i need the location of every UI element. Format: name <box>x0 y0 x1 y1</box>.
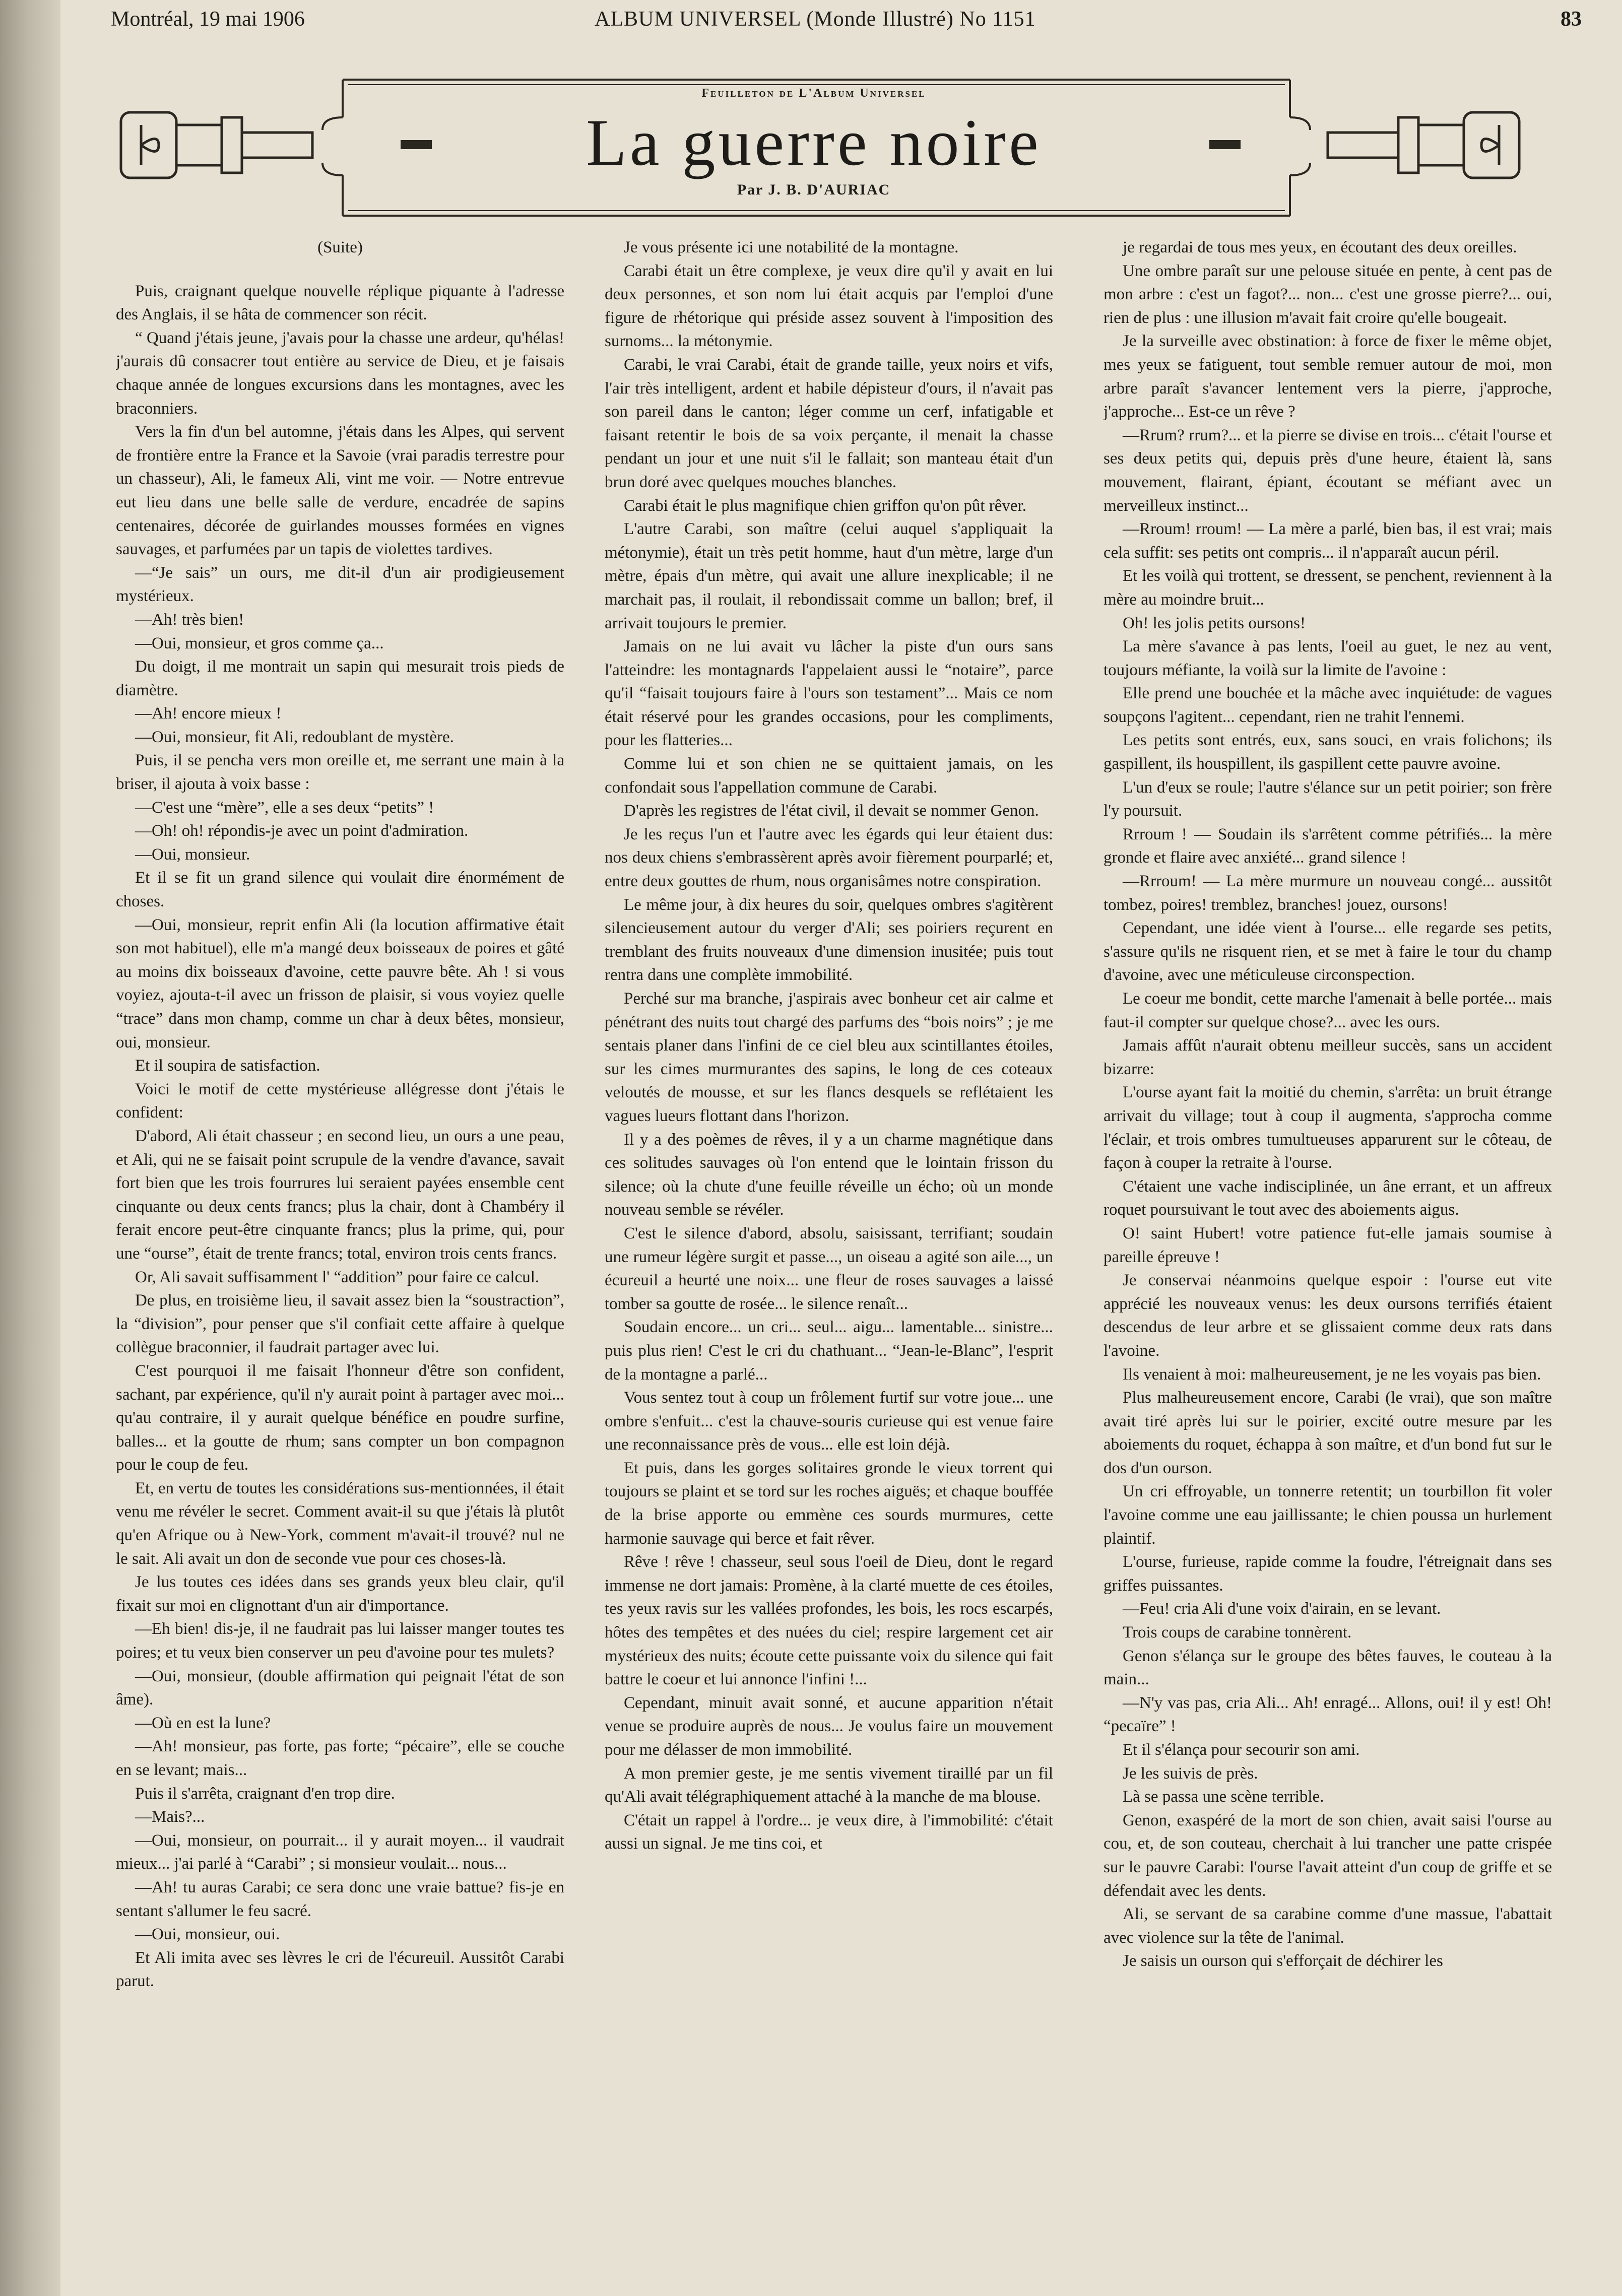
paragraph: Une ombre paraît sur une pelouse située en pente, à cent pas de mon arbre : c'est un fagot?... non... c'est une grosse pierre?... oui, rien de plus : une illusion m'avait fait croire qu'elle bougeait. <box>1104 261 1552 327</box>
paragraph: Et les voilà qui trottent, se dressent, se penchent, reviennent à la mère au moindre bruit... <box>1104 567 1552 609</box>
paragraph: —Rroum! rroum! — La mère a parlé, bien bas, il est vrai; mais cela suffit: ses petits ont compris... il n'apparaît aucun péril. <box>1104 520 1552 562</box>
paragraph: Je les suivis de près. <box>1123 1764 1258 1783</box>
paragraph: C'est le silence d'abord, absolu, saisissant, terrifiant; soudain une rumeur légère surgit et passe..., un oiseau a agité son aile..., un écureuil a heurté une noix... une fleur de roses sauvages a laissé tomber sa goutte de rosée... le silence renaît... <box>605 1224 1053 1313</box>
paragraph: Vers la fin d'un bel automne, j'étais dans les Alpes, qui servent de frontière entre la France et la Savoie (vrai paradis terrestre pour un chasseur), Ali, le fameux Ali, vint me voir. — Notre entrevue eut lieu dans une belle salle de verdure, encadrée de sapins centenaires, décorée de guirlandes mousses formées en vignes sauvages, et parfumées par un tapis de violettes tardives. <box>116 423 564 559</box>
paragraph: Je saisis un ourson qui s'efforçait de déchirer les <box>1123 1952 1443 1971</box>
paragraph: —Feu! cria Ali d'une voix d'airain, en se levant. <box>1123 1600 1441 1618</box>
paragraph: La mère s'avance à pas lents, l'oeil au guet, le nez au vent, toujours méfiante, la voilà sur la limite de l'avoine : <box>1104 637 1552 679</box>
paragraph: Oh! les jolis petits oursons! <box>1123 614 1306 632</box>
paragraph: Et il soupira de satisfaction. <box>135 1057 320 1075</box>
paragraph: Puis, il se pencha vers mon oreille et, me serrant une main à la briser, il ajouta à voix basse : <box>116 751 564 794</box>
column-1 <box>116 236 564 2281</box>
column-2 <box>605 236 1053 2281</box>
paragraph: C'était un rappel à l'ordre... je veux dire, à l'immobilité: c'était aussi un signal. Je me tins coi, et <box>605 1811 1053 1853</box>
paragraph: “ Quand j'étais jeune, j'avais pour la chasse une ardeur, qu'hélas! j'aurais dû consacrer tout entière au service de Dieu, et je faisais chaque année de longues excursions dans les montagnes, avec les braconniers. <box>116 329 564 418</box>
paragraph: Perché sur ma branche, j'aspirais avec bonheur cet air calme et pénétrant des nuits tout chargé des parfums des “bois noirs” ; je me sentais planer dans l'infini de ce ciel bleu aux scintillantes étoiles, sur les cimes murmurantes des sapins, le long de ces coteaux veloutés de mousse, et sur les flancs desquels se reflétaient les vagues lueurs flottant dans l'horizon. <box>605 990 1053 1125</box>
paragraph: Carabi était le plus magnifique chien griffon qu'on pût rêver. <box>624 496 1026 515</box>
paragraph: Le coeur me bondit, cette marche l'amenait à belle portée... mais faut-il compter sur quelque chose?... avec les ours. <box>1104 990 1552 1031</box>
paragraph: Et il se fit un grand silence qui voulait dire énormément de choses. <box>116 869 564 911</box>
paragraph: je regardai de tous mes yeux, en écoutant des deux oreilles. <box>1123 238 1517 256</box>
paragraph: Soudain encore... un cri... seul... aigu... lamentable... sinistre... puis plus rien! C'est le cri du chathuant... “Jean-le-Blanc”, l'esprit de la montagne a parlé... <box>605 1318 1053 1384</box>
paragraph: Ali, se servant de sa carabine comme d'une massue, l'abattait avec violence sur la tête de l'animal. <box>1104 1905 1552 1947</box>
paragraph: —Oui, monsieur, oui. <box>135 1925 280 1944</box>
feuilleton-label: Feuilleton de L'Album Universel <box>701 87 926 100</box>
paragraph: —Oui, monsieur, et gros comme ça... <box>135 634 384 652</box>
paragraph: Trois coups de carabine tonnèrent. <box>1123 1623 1352 1642</box>
paragraph: Du doigt, il me montrait un sapin qui mesurait trois pieds de diamètre. <box>116 658 564 699</box>
paragraph: Les petits sont entrés, eux, sans souci, en vrais folichons; ils gaspillent, ils houspillent, ils gaspillent cette pauvre avoine. <box>1104 731 1552 773</box>
paragraph: —Oui, monsieur, reprit enfin Ali (la locution affirmative était son mot habituel), elle m'a mangé deux boisseaux de poires et gâté au moins dix boisseaux d'avoine, cette pauvre bête. Ah ! si vous voyiez, ajouta-t-il avec un frisson de plaisir, si vous voyiez quelle “trace” dans mon champ, comme un char à deux bêtes, monsieur, oui, monsieur. <box>116 915 564 1052</box>
paragraph: Carabi était un être complexe, je veux dire qu'il y avait en lui deux personnes, et son nom lui était acquis par l'emploi d'une figure de rhétorique qui préside assez souvent à l'imposition des surnoms... la métonymie. <box>605 261 1053 351</box>
paragraph: —Oui, monsieur. <box>135 845 250 864</box>
paragraph: O! saint Hubert! votre patience fut-elle jamais soumise à pareille épreuve ! <box>1104 1224 1552 1266</box>
paragraph: Or, Ali savait suffisamment l' “addition” pour faire ce calcul. <box>135 1268 540 1286</box>
paragraph: Ils venaient à moi: malheureusement, je ne les voyais pas bien. <box>1123 1365 1541 1384</box>
paragraph: D'abord, Ali était chasseur ; en second lieu, un ours a une peau, et Ali, qui ne se faisait point scrupule de la vendre d'avance, savait fort bien que les trois fourrures lui seraient payées ensemble cent cinquante ou deux cents francs; plus la chair, dont à Chambéry il ferait encore peut-être cinquante francs; plus la prime, qui, pour une “ourse”, était de trente francs; total, environ trois cents francs. <box>116 1127 564 1263</box>
paragraph: Carabi, le vrai Carabi, était de grande taille, yeux noirs et vifs, l'air très intelligent, ardent et habile dépisteur d'ours, il n'avait pas son pareil dans le canton; léger comme un cerf, infatigable et faisant retentir le bois de sa voix perçante, il menait la chasse pendant un jour et une nuit s'il le fallait; son manteau était d'un brun doré avec quelques mouches blanches. <box>605 355 1053 491</box>
paragraph: Rrroum ! — Soudain ils s'arrêtent comme pétrifiés... la mère gronde et flaire avec anxiété... grand silence ! <box>1104 825 1552 867</box>
paragraph: A mon premier geste, je me sentis vivement tiraillé par un fil qu'Ali avait télégraphiquement attaché à la manche de ma blouse. <box>605 1764 1053 1806</box>
paragraph: Cependant, minuit avait sonné, et aucune apparition n'était venue se produire auprès de nous... Je voulus faire un mouvement pour me délasser de mon immobilité. <box>605 1693 1053 1759</box>
paragraph: —C'est une “mère”, elle a ses deux “petits” ! <box>135 798 434 817</box>
serial-title: La guerre noire <box>586 105 1042 179</box>
paragraph: —Ah! très bien! <box>135 610 244 629</box>
journal-title: ALBUM UNIVERSEL (Monde Illustré) No 1151 <box>595 8 1036 31</box>
paragraph: L'ourse ayant fait la moitié du chemin, s'arrêta: un bruit étrange arrivait du village; tout à coup il augmenta, s'approcha comme l'éclair, et trois ombres tumultueuses apparurent sur le côteau, de façon à couper la retraite à l'ourse. <box>1104 1083 1552 1172</box>
paragraph: —Rrroum! — La mère murmure un nouveau congé... aussitôt tombez, poires! tremblez, branches! jouez, oursons! <box>1104 872 1552 914</box>
paragraph: —Ah! encore mieux ! <box>135 704 282 723</box>
paragraph: —Eh bien! dis-je, il ne faudrait pas lui laisser manger toutes tes poires; et tu veux bien conserver un peu d'avoine pour tes mulets? <box>116 1620 564 1662</box>
paragraph: Je conservai néanmoins quelque espoir : l'ourse eut vite apprécié les nouveaux venus: les deux oursons terrifiés étaient descendus de leur arbre et se glissaient comme deux rats dans l'avoine. <box>1104 1271 1552 1360</box>
paragraph: Puis il s'arrêta, craignant d'en trop dire. <box>135 1784 395 1803</box>
paragraph: —Ah! tu auras Carabi; ce sera donc une vraie battue? fis-je en sentant s'allumer le feu sacré. <box>116 1878 564 1920</box>
paragraph: Cependant, une idée vient à l'ourse... elle regarde ses petits, s'assure qu'ils ne risquent rien, et se met à faire le tour du champ d'avoine, avec une méticuleuse circonspection. <box>1104 919 1552 985</box>
paragraph: L'autre Carabi, son maître (celui auquel s'appliquait la métonymie), était un très petit homme, haut d'un mètre, large d'un mètre, épais d'un mètre, qui avait une allure inexplicable; il ne marchait pas, il roulait, il rebondissait comme un ballon; bref, il arrivait toujours le premier. <box>605 520 1053 632</box>
left-bolt-ornament <box>121 112 312 178</box>
paragraph: Puis, craignant quelque nouvelle réplique piquante à l'adresse des Anglais, il se hâta de commencer son récit. <box>116 282 564 324</box>
issue-date: Montréal, 19 mai 1906 <box>111 8 305 31</box>
paragraph: C'étaient une vache indisciplinée, un âne errant, et un affreux roquet poursuivant le tout avec des aboiements aigus. <box>1104 1177 1552 1219</box>
paragraph: —Ah! monsieur, pas forte, pas forte; “pécaire”, elle se couche en se levant; mais... <box>116 1737 564 1779</box>
paragraph: D'après les registres de l'état civil, il devait se nommer Genon. <box>624 802 1039 820</box>
paragraph: Jamais affût n'aurait obtenu meilleur succès, sans un accident bizarre: <box>1104 1036 1552 1078</box>
paragraph: Elle prend une bouchée et la mâche avec inquiétude: de vagues soupçons l'agitent... cependant, rien ne trahit l'ennemi. <box>1104 684 1552 726</box>
author-byline: Par J. B. D'AURIAC <box>737 181 891 198</box>
paragraph: Il y a des poèmes de rêves, il y a un charme magnétique dans ces solitudes sauvages où l'on entend que le lointain frisson du silence; où la chute d'une feuille réveille un écho; où un monde nouveau semble se révéler. <box>605 1130 1053 1219</box>
paragraph: Et, en vertu de toutes les considérations sus-mentionnées, il était venu me révéler le secret. Comment avait-il su que j'étais là plutôt qu'en Afrique ou à New-York, comment m'avait-il trouvé? nul ne le sait. Ali avait un don de seconde vue pour ces choses-là. <box>116 1479 564 1568</box>
paragraph: Et puis, dans les gorges solitaires gronde le vieux torrent qui toujours se plaint et se tord sur les roches aiguës; et chaque bouffée de la brise apporte ou emmène ces sourds murmures, cette harmonie sauvage qui berce et fait rêver. <box>605 1459 1053 1548</box>
column-3 <box>1104 236 1552 2281</box>
paragraph: Un cri effroyable, un tonnerre retentit; un tourbillon fit voler l'avoine comme une eau jaillissante; le chien poussa un hurlement plaintif. <box>1104 1482 1552 1548</box>
page-number: 83 <box>1561 8 1582 31</box>
paragraph: Et il s'élança pour secourir son ami. <box>1123 1741 1360 1759</box>
paragraph: Le même jour, à dix heures du soir, quelques ombres s'agitèrent silencieusement autour du verger d'Ali; ses poiriers reçurent en tremblant des fruits nouveaux d'une dimension inusitée; puis tout rentra dans une complète immobilité. <box>605 895 1053 985</box>
paragraph: —Oui, monsieur, (double affirmation qui peignait l'état de son âme). <box>116 1667 564 1709</box>
paragraph: —Mais?... <box>135 1808 205 1826</box>
paragraph: —Oh! oh! répondis-je avec un point d'admiration. <box>135 822 469 840</box>
paragraph: Vous sentez tout à coup un frôlement furtif sur votre joue... une ombre s'enfuit... c'est la chauve-souris curieuse qui est venue faire une reconnaissance près de vous... elle est loin déjà. <box>605 1389 1053 1454</box>
paragraph: Là se passa une scène terrible. <box>1123 1788 1324 1806</box>
paragraph: Voici le motif de cette mystérieuse allégresse dont j'étais le confident: <box>116 1080 564 1122</box>
paragraph: De plus, en troisième lieu, il savait assez bien la “soustraction”, la “division”, pour penser que s'il confiait cette affaire à quelque collègue braconnier, il faudrait partager avec lui. <box>116 1291 564 1357</box>
paragraph: —Oui, monsieur, fit Ali, redoublant de mystère. <box>135 728 454 746</box>
paragraph: —“Je sais” un ours, me dit-il d'un air prodigieusement mystérieux. <box>116 563 564 606</box>
paragraph: L'ourse, furieuse, rapide comme la foudre, l'étreignait dans ses griffes puissantes. <box>1104 1553 1552 1595</box>
binding-gutter <box>0 0 60 2296</box>
title-block <box>343 65 1285 212</box>
paragraph: Comme lui et son chien ne se quittaient jamais, on les confondait sous l'appellation commune de Carabi. <box>605 755 1053 797</box>
paragraph: Et Ali imita avec ses lèvres le cri de l'écureuil. Aussitôt Carabi parut. <box>116 1948 564 1991</box>
paragraph: Je lus toutes ces idées dans ses grands yeux bleu clair, qu'il fixait sur moi en clignottant d'un air d'importance. <box>116 1573 564 1615</box>
paragraph: —Où en est la lune? <box>135 1714 271 1732</box>
paragraph: —Oui, monsieur, on pourrait... il y aurait moyen... il vaudrait mieux... j'ai parlé à “Carabi” ; si monsieur voulait... nous... <box>116 1831 564 1873</box>
paragraph: C'est pourquoi il me faisait l'honneur d'être son confident, sachant, par expérience, qu'il n'y aurait point à partager avec moi... qu'au contraire, il y aurait quelque bénéfice en poudre surfine, balles... et la goutte de rhum; sans compter un bon compagnon pour le coup de feu. <box>116 1361 564 1474</box>
continuation-label: (Suite) <box>317 238 363 256</box>
paragraph: —N'y vas pas, cria Ali... Ah! enragé... Allons, oui! il y est! Oh! “pecaïre” ! <box>1104 1693 1552 1736</box>
paragraph: L'un d'eux se roule; l'autre s'élance sur un petit poirier; son frère l'y poursuit. <box>1104 778 1552 820</box>
paragraph: Rêve ! rêve ! chasseur, seul sous l'oeil de Dieu, dont le regard immense ne dort jamais: Promène, à la clarté muette de ces étoiles, tes yeux ravis sur les vallées profondes, les bois, les rocs escarpés, hôtes des tempêtes et des nuées du ciel; respire largement cet air mystérieux des nuits; écoute cette puissante voix du silence qui fait battre le coeur et lui annonce l'infini !... <box>605 1553 1053 1689</box>
running-head <box>76 4 1622 39</box>
paragraph: Genon s'élança sur le groupe des bêtes fauves, le couteau à la main... <box>1104 1647 1552 1689</box>
paragraph: Genon, exaspéré de la mort de son chien, avait saisi l'ourse au cou, et, de son couteau, cherchait à lui trancher une patte crispée sur le pauvre Carabi: l'ourse l'avait atteint d'un coup de griffe et se défendait avec les dents. <box>1104 1811 1552 1900</box>
paragraph: Je les reçus l'un et l'autre avec les égards qui leur étaient dus: nos deux chiens s'embrassèrent après avoir fièrement pourparlé; et, entre deux gouttes de rhum, nous organisâmes notre conspiration. <box>605 825 1053 891</box>
paragraph: Je vous présente ici une notabilité de la montagne. <box>624 238 959 256</box>
text-columns <box>116 236 1552 2281</box>
paragraph: —Rrum? rrum?... et la pierre se divise en trois... c'était l'ourse et ses deux petits qui, depuis près d'une heure, étaient là, sans mouvement, flairant, épiant, écoutant se méfiant avec un merveilleux instinct... <box>1104 426 1552 515</box>
paragraph: Jamais on ne lui avait vu lâcher la piste d'un ours sans l'atteindre: les montagnards l'appelaient aussi le “notaire”, parce qu'il “faisait toujours faire à l'ours son testament”... Mais ce nom était réservé pour les grandes occasions, pour les compliments, pour les flatteries... <box>605 637 1053 750</box>
paragraph: Je la surveille avec obstination: à force de fixer le même objet, mes yeux se fatiguent, tout semble remuer autour de moi, mon arbre paraît s'avancer lentement vers la pierre, j'approche, j'approche... Est-ce un rêve ? <box>1104 332 1552 421</box>
right-bolt-ornament <box>1328 112 1519 178</box>
paragraph: Plus malheureusement encore, Carabi (le vrai), que son maître avait tiré après lui sur le poirier, excité outre mesure par les aboiements du roquet, échappa à son maître, et d'un bond fut sur le dos d'un ourson. <box>1104 1389 1552 1477</box>
